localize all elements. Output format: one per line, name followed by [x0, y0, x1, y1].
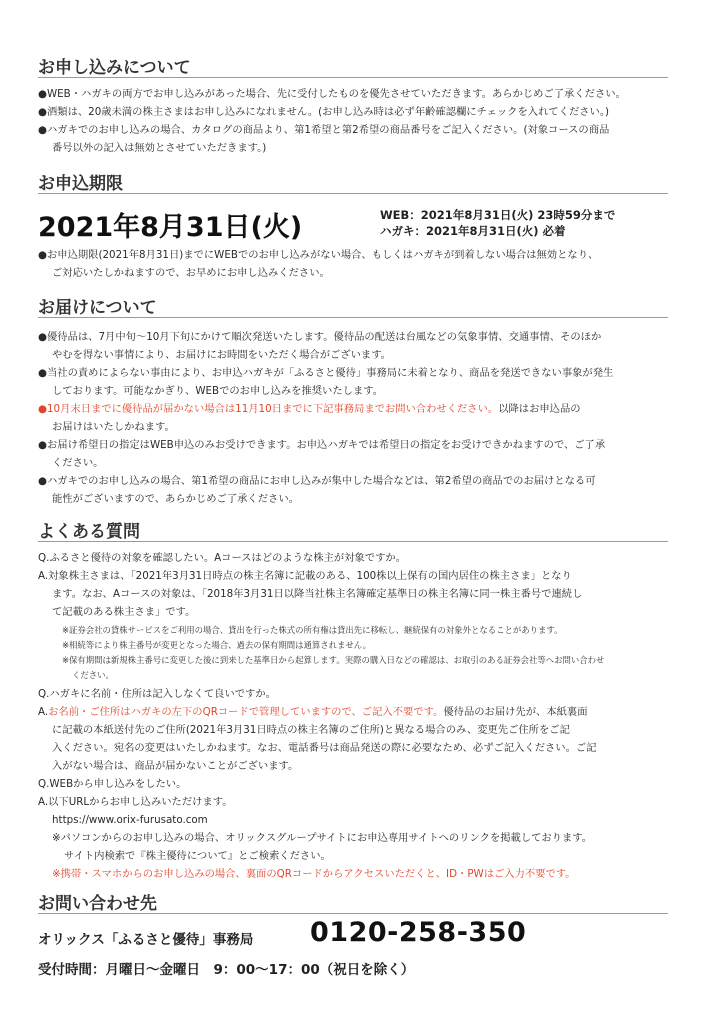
- contact-phone[interactable]: 0120-258-350: [310, 917, 527, 948]
- delivery-line: ●ハガキでのお申し込みの場合、第1希望の商品にお申し込みが集中した場合などは、第2希望の商品でのお届けとなる可: [38, 475, 596, 487]
- faq-note: ※相続等により株主番号が変更となった場合、過去の保有期間は通算されません。: [62, 640, 372, 650]
- delivery-line: ●当社の責めによらない事由により、お申込ハガキが「ふるさと優待」事務局に未着となり、商品を発送できない事象が発生: [38, 367, 614, 379]
- faq-answer-red-line: [38, 705, 588, 719]
- delivery-line: やむを得ない事情により、お届けにお時間をいただく場合がございます。: [52, 349, 391, 361]
- faq-answer-after: 優待品のお届け先が、本紙裏面: [443, 706, 588, 718]
- delivery-line: ください。: [52, 457, 104, 469]
- faq-note: ください。: [72, 670, 114, 680]
- delivery-line: ●優待品は、7月中旬〜10月下旬にかけて順次発送いたします。優待品の配送は台風などの気象事情、交通事情、そのほか: [38, 331, 602, 343]
- faq-answer: A.以下URLからお申し込みいただけます。: [38, 796, 233, 808]
- faq-answer: 入ください。宛名の変更はいたしかねます。なお、電話番号は商品発送の際に必要なため、必ずご記入ください。ご記: [52, 742, 597, 754]
- faq-answer: て記載のある株主さま」です。: [52, 606, 196, 618]
- section-title-deadline: お申込期限: [38, 174, 123, 194]
- contact-hours: 受付時間：月曜日〜金曜日 9：00〜17：00（祝日を除く）: [38, 962, 415, 978]
- section-divider: [38, 541, 668, 542]
- faq-note: ※証券会社の貸株サービスをご利用の場合、貸出を行った株式の所有権は貸出先に移転し、継続保有の対象外となることがあります。: [62, 625, 563, 635]
- delivery-red-notice: 10月末日までに優待品が届かない場合は11月10日までに下記事務局までお問い合わせください。: [47, 403, 499, 415]
- section-divider: [38, 193, 668, 194]
- faq-note: ※保有期間は新規株主番号に変更した後に到来した基準日から起算します。実際の購入日などの確認は、お取引のある証券会社等へお問い合わせ: [62, 655, 605, 665]
- faq-url[interactable]: https://www.orix-furusato.com: [52, 814, 208, 826]
- section-title-delivery: お届けについて: [38, 298, 157, 318]
- delivery-red-after: 以降はお申込品の: [498, 403, 581, 415]
- apply-line: ●WEB・ハガキの両方でお申し込みがあった場合、先に受付したものを優先させていただきます。あらかじめご了承ください。: [38, 88, 626, 100]
- red-bullet: ●: [38, 403, 47, 415]
- delivery-line: しております。可能なかぎり、WEBでのお申し込みを推奨いたします。: [52, 385, 384, 397]
- faq-red-notice: お名前・ご住所はハガキの左下のQRコードで管理していますので、ご記入不要です。: [48, 706, 444, 718]
- faq-question: Q.WEBから申し込みをしたい。: [38, 778, 187, 790]
- section-title-faq: よくある質問: [38, 522, 140, 542]
- delivery-line: お届けはいたしかねます。: [52, 421, 175, 433]
- section-title-contact: お問い合わせ先: [38, 894, 157, 914]
- section-divider: [38, 77, 668, 78]
- faq-answer: に記載の本紙送付先のご住所(2021年3月31日時点の株主名簿のご住所)と異なる場合のみ、変更先ご住所をご記: [52, 724, 570, 736]
- faq-red-note: ※携帯・スマホからのお申し込みの場合、裏面のQRコードからアクセスいただくと、ID・PWはご入力不要です。: [52, 868, 576, 880]
- apply-line: ●酒類は、20歳未満の株主さまはお申し込みになれません。(お申し込み時は必ず年齢確認欄にチェックを入れてください。): [38, 106, 610, 118]
- section-title-apply: お申し込みについて: [38, 58, 191, 78]
- section-divider: [38, 913, 668, 914]
- faq-answer: 入がない場合は、商品が届かないことがございます。: [52, 760, 299, 772]
- faq-answer: A.対象株主さまは、「2021年3月31日時点の株主名簿に記載のある、100株以上保有の国内居住の株主さま」となり: [38, 570, 572, 582]
- faq-answer: ます。なお、Aコースの対象は、「2018年3月31日以降当社株主名簿確定基準日の株主名簿に同一株主番号で連続し: [52, 588, 583, 600]
- deadline-line: ご対応いたしかねますので、お早めにお申し込みください。: [52, 267, 330, 279]
- section-divider: [38, 317, 668, 318]
- faq-question: Q.ハガキに名前・住所は記入しなくて良いですか。: [38, 688, 276, 700]
- apply-line: 番号以外の記入は無効とさせていただきます。): [52, 142, 267, 154]
- faq-note: サイト内検索で『株主優待について』とご検索ください。: [64, 850, 331, 862]
- delivery-line: ●お届け希望日の指定はWEB申込のみお受けできます。お申込ハガキでは希望日の指定をお受けできかねますので、ご了承: [38, 439, 606, 451]
- answer-prefix: A.: [38, 706, 49, 718]
- deadline-big-date: 2021年8月31日(火): [38, 212, 303, 243]
- deadline-web: WEB：2021年8月31日(火) 23時59分まで: [380, 208, 616, 222]
- apply-line: ●ハガキでのお申し込みの場合、カタログの商品より、第1希望と第2希望の商品番号をご記入ください。(対象コースの商品: [38, 124, 610, 136]
- delivery-line: 能性がございますので、あらかじめご了承ください。: [52, 493, 299, 505]
- delivery-red-line: [38, 402, 581, 416]
- contact-office: オリックス「ふるさと優待」事務局: [38, 932, 254, 948]
- faq-question: Q.ふるさと優待の対象を確認したい。Aコースはどのような株主が対象ですか。: [38, 552, 406, 564]
- deadline-line: ●お申込期限(2021年8月31日)までにWEBでのお申し込みがない場合、もしくはハガキが到着しない場合は無効となり、: [38, 249, 599, 261]
- deadline-hagaki: ハガキ：2021年8月31日(火) 必着: [380, 224, 566, 238]
- faq-note: ※パソコンからのお申し込みの場合、オリックスグループサイトにお申込専用サイトへのリンクを掲載しております。: [52, 832, 593, 844]
